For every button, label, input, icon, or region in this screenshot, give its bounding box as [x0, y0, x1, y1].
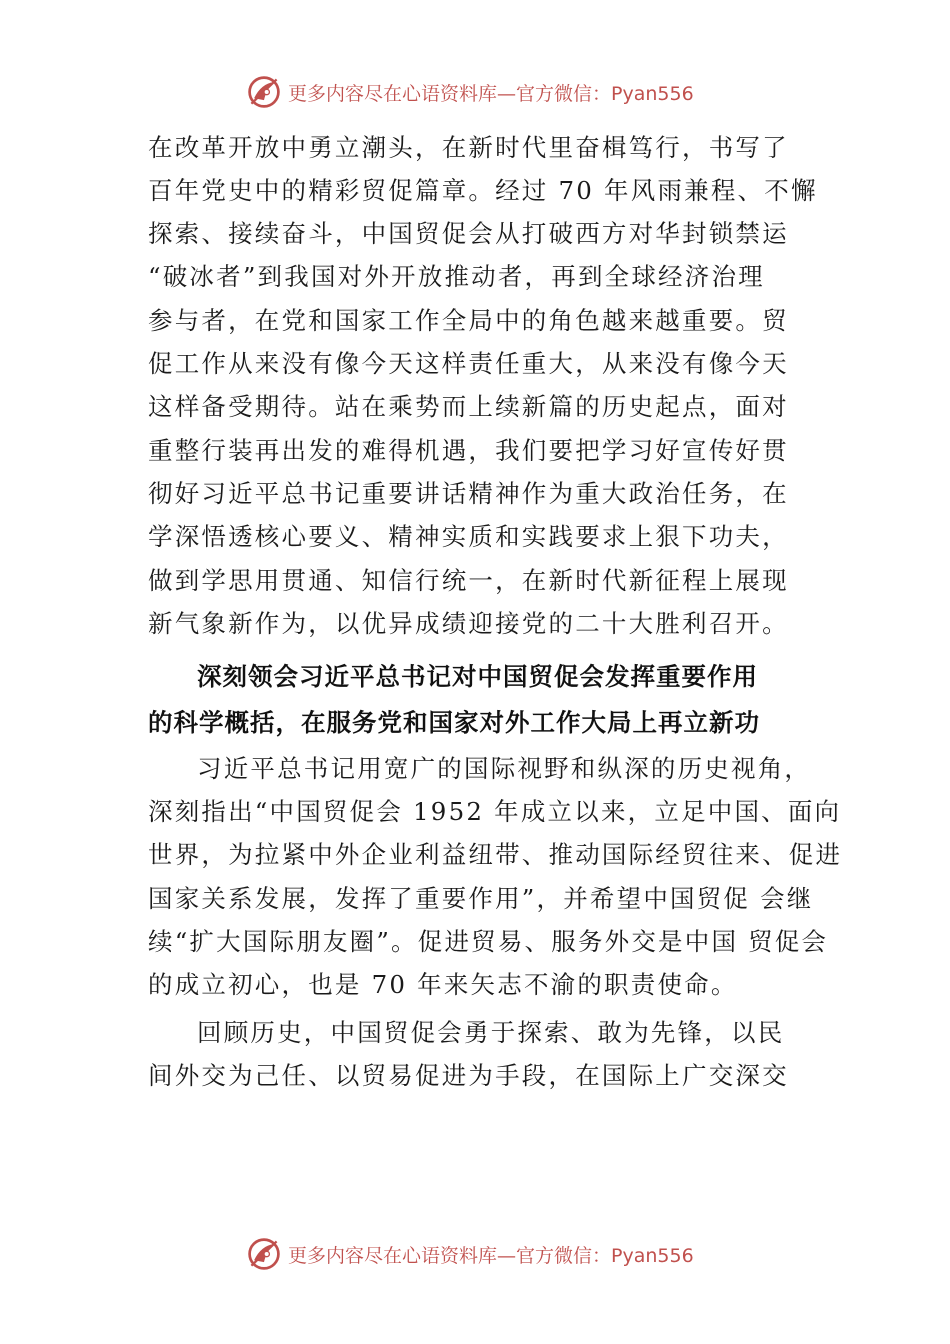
header-banner	[0, 68, 950, 116]
banner-main-text: 更多内容尽在心语资料库—官方微信：	[288, 82, 612, 105]
paragraph-line: 彻好习近平总书记重要讲话精神作为重大政治任务，在	[148, 479, 789, 508]
paragraph-line: 的成立初心，也是 70 年来矢志不渝的职责使命。	[148, 970, 738, 999]
paragraph-line: 间外交为己任、以贸易促进为手段，在国际上广交深交	[148, 1061, 789, 1090]
banner-wechat-id: Pyan556	[611, 1244, 694, 1267]
paragraph-line: 世界，为拉紧中外企业利益纽带、推动国际经贸往来、促进	[148, 840, 843, 869]
paragraph-line: 做到学思用贯通、知信行统一，在新时代新征程上展现	[148, 566, 789, 595]
paragraph-line: 深刻指出“中国贸促会 1952 年成立以来，立足中国、面向	[148, 797, 842, 826]
banner-wechat-id: Pyan556	[611, 82, 694, 105]
paragraph-line: 在改革开放中勇立潮头，在新时代里奋楫笃行，书写了	[148, 133, 789, 162]
paragraph-line: 新气象新作为，以优异成绩迎接党的二十大胜利召开。	[148, 609, 789, 638]
banner-main-text: 更多内容尽在心语资料库—官方微信：	[288, 1244, 612, 1267]
paragraph-line: 习近平总书记用宽广的国际视野和纵深的历史视角，	[197, 754, 812, 783]
paragraph-line: 学深悟透核心要义、精神实质和实践要求上狠下功夫，	[148, 522, 789, 551]
banner-text	[288, 1241, 694, 1268]
paragraph-line: 促工作从来没有像今天这样责任重大，从来没有像今天	[148, 349, 789, 378]
paragraph-line: 重整行装再出发的难得机遇，我们要把学习好宣传好贯	[148, 436, 789, 465]
banner-text	[288, 79, 694, 106]
paragraph-line: 回顾历史，中国贸促会勇于探索、敢为先锋，以民	[197, 1018, 785, 1047]
logo-icon	[246, 74, 282, 110]
paragraph-line: 续“扩大国际朋友圈”。促进贸易、服务外交是中国 贸促会	[148, 927, 829, 956]
paragraph-line: 参与者，在党和国家工作全局中的角色越来越重要。贸	[148, 306, 789, 335]
paragraph-line: 百年党史中的精彩贸促篇章。经过 70 年风雨兼程、不懈	[148, 176, 818, 205]
logo-icon	[246, 1236, 282, 1272]
paragraph-line: 国家关系发展，发挥了重要作用”，并希望中国贸促 会继	[148, 884, 814, 913]
paragraph-line: 探索、接续奋斗，中国贸促会从打破西方对华封锁禁运	[148, 219, 789, 248]
section-heading: 深刻领会习近平总书记对中国贸促会发挥重要作用	[197, 662, 758, 691]
footer-banner	[0, 1230, 950, 1278]
paragraph-line: “破冰者”到我国对外开放推动者，再到全球经济治理	[148, 262, 765, 291]
paragraph-line: 这样备受期待。站在乘势而上续新篇的历史起点，面对	[148, 392, 789, 421]
section-heading: 的科学概括，在服务党和国家对外工作大局上再立新功	[148, 708, 760, 737]
